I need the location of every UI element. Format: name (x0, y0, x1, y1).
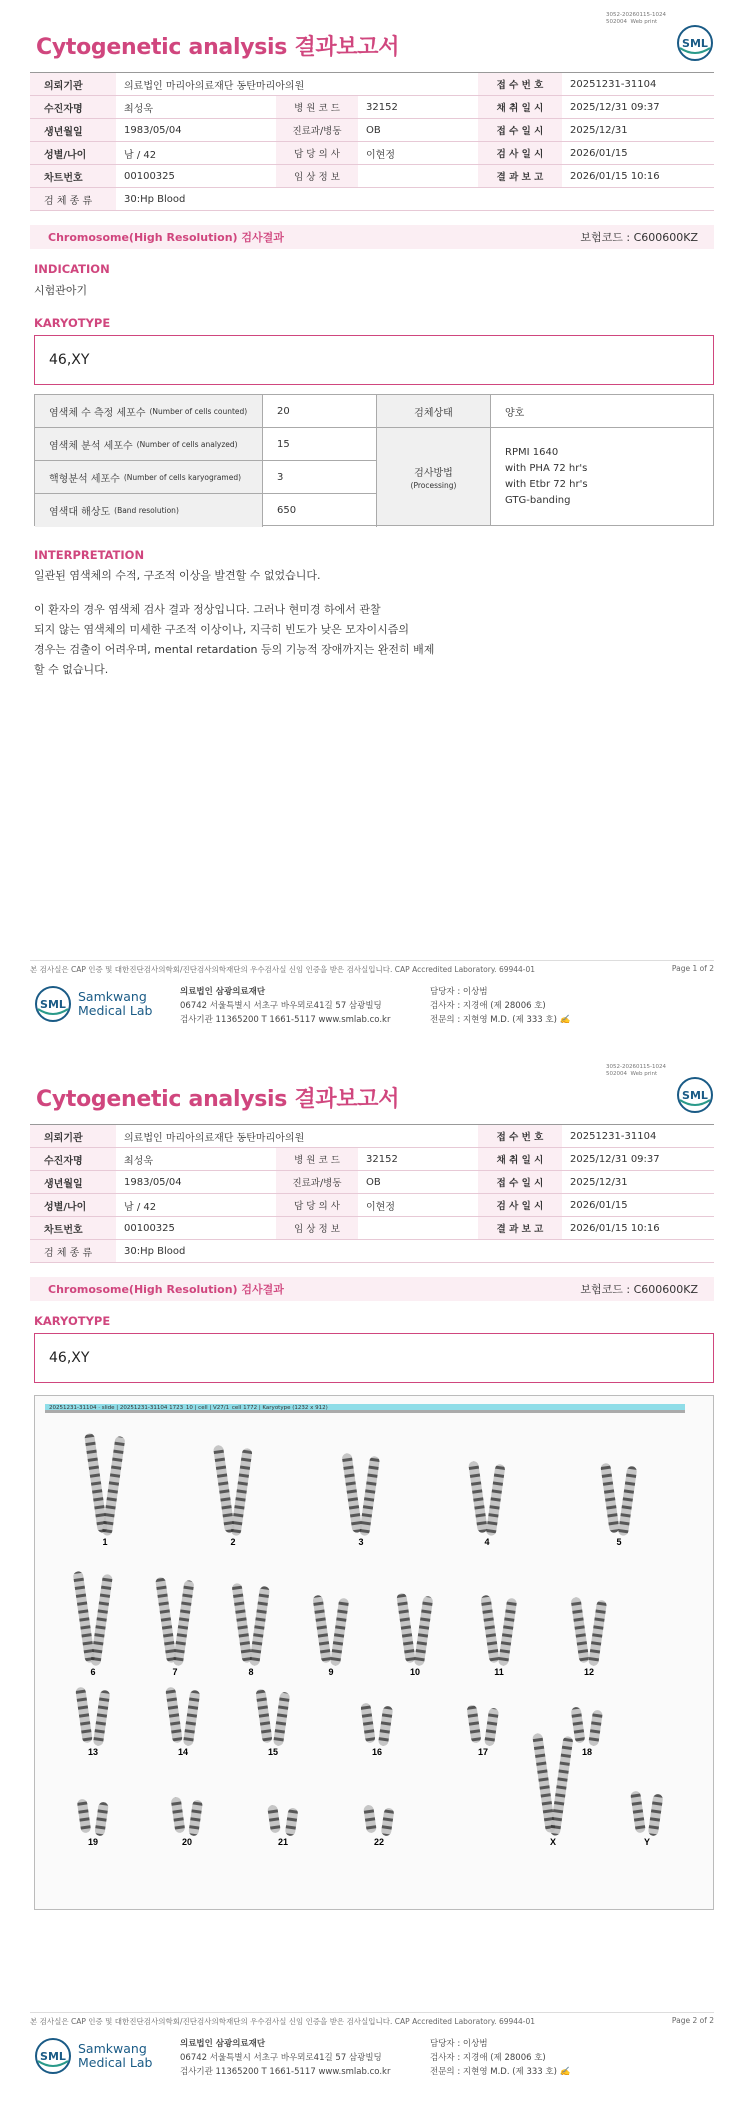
chromosome-label-22: 22 (373, 1837, 385, 1847)
chromosome (90, 1574, 113, 1666)
chromosome (249, 1586, 270, 1667)
chromosome (213, 1445, 235, 1534)
karyogram-image (34, 1395, 714, 1910)
chromosome-label-6: 6 (90, 1667, 96, 1677)
chromosome-pair-2 (213, 1445, 253, 1547)
interpretation-line: 일관된 염색체의 수적, 구조적 이상을 발견할 수 없었습니다. (34, 569, 321, 582)
chromosome (498, 1598, 517, 1667)
interpretation-paragraph: 이 환자의 경우 염색체 검사 결과 정상입니다. 그러나 현미경 하에서 관찰 되지 않는 염색체의 미세한 구조적 이상이나, 지극히 빈도가 낮은 모자이시즘의 경우는 검출이 어려우며, mental retardation 등의 기능적 장애까지는 완전히 배제 할 수 없습니다. (34, 603, 435, 676)
chromosome-pair-19 (77, 1798, 109, 1847)
chromosome-pair-3 (341, 1453, 380, 1547)
chromosome-pair-18 (571, 1706, 603, 1757)
chromosome (618, 1466, 638, 1537)
sml-logo-icon (676, 24, 714, 62)
karyogram-chromosomes (35, 1410, 713, 1910)
interpretation-heading: INTERPRETATION (34, 548, 145, 562)
footer-cert: 본 검사실은 CAP 인증 및 대한진단검사의학회/진단검사의학재단의 우수검사실 신임 인증을 받은 검사실입니다. CAP Accredited Laboratory. 69944-01 Page 1 of 2 (30, 960, 714, 975)
chromosome-label-2: 2 (230, 1537, 236, 1547)
chromosome (480, 1595, 499, 1664)
chromosome-pair-22 (363, 1804, 394, 1847)
chromosome-label-16: 16 (371, 1747, 383, 1757)
report-title: Cytogenetic analysis 결과보고서 (36, 1087, 400, 1112)
karyogram-header: 20251231-31104 · slide | 20251231-31104 1723_10 | cell | V27/1_cell 1772 | Karyotype (1232 x 912) (45, 1404, 685, 1413)
chromosome (359, 1456, 380, 1537)
lab-address: 의료법인 삼광의료재단 06742 서울특별시 서초구 바우뫼로41길 57 삼광빌딩 검사기관 11365200 T 1661-5117 www.smlab.co.kr (180, 2039, 391, 2077)
chromosome (396, 1593, 416, 1664)
karyotype-heading: KARYOTYPE (34, 1314, 111, 1328)
svg-text:SML: SML (40, 998, 66, 1011)
print-code: 3052-20260115-1024 502004 Web print (606, 1064, 666, 1077)
chromosome-pair-14 (165, 1687, 200, 1757)
chromosome-label-3: 3 (358, 1537, 364, 1547)
report-title: Cytogenetic analysis 결과보고서 (36, 35, 400, 60)
chromosome-label-12: 12 (583, 1667, 595, 1677)
chromosome (267, 1804, 281, 1833)
chromosome (414, 1596, 434, 1667)
chromosome-pair-15 (255, 1689, 290, 1757)
chromosome (171, 1796, 186, 1833)
karyotype-result: 46,XY (34, 1333, 714, 1383)
chromosome-label-15: 15 (267, 1747, 279, 1757)
svg-text:SML: SML (682, 37, 708, 50)
cell-analysis-table: 염색체 수 측정 세포수 (Number of cells counted) 20 염색체 분석 세포수 (Number of cells analyzed) 15 핵형분석 세포수 (Number of cells karyogramed) 3 염색대 해상도 (Band resolution) 650 검체상태 양호 검사방법 (Processing) RPMI 1640 with PHA 72 hr's with Etbr 72 hr's GTG-banding (34, 394, 714, 526)
chromosome-label-1: 1 (102, 1537, 108, 1547)
samkwang-logo: SML Samkwang Medical Lab (34, 985, 152, 1023)
chromosome (73, 1571, 96, 1663)
svg-text:SML: SML (682, 1089, 708, 1102)
chromosome-pair-11 (480, 1595, 517, 1677)
chromosome-pair-7 (155, 1577, 194, 1677)
result-header-bar: Chromosome(High Resolution) 검사결과 보험코드 : C600600KZ (30, 225, 714, 249)
chromosome-pair-21 (267, 1804, 298, 1847)
chromosome (183, 1690, 201, 1747)
chromosome (600, 1463, 620, 1534)
chromosome-label-13: 13 (87, 1747, 99, 1757)
chromosome (466, 1704, 481, 1743)
chromosome-pair-17 (466, 1704, 499, 1757)
chromosome-pair-6 (73, 1571, 113, 1677)
chromosome (588, 1709, 603, 1746)
chromosome (330, 1598, 349, 1667)
sml-footer-logo-icon (34, 985, 72, 1023)
lab-address: 의료법인 삼광의료재단 06742 서울특별시 서초구 바우뫼로41길 57 삼광빌딩 검사기관 11365200 T 1661-5117 www.smlab.co.kr (180, 987, 391, 1025)
patient-info-table: 의뢰기관 의료법인 마리아의료재단 동탄마리아의원 접 수 번 호 20251231-31104 수진자명 최성욱 병 원 코 드 32152 채 취 일 시 2025/12/31 09:37 생년월일 1983/05/04 진료과/병동 OB 접 수 일 시 2025/12/31 성별/나이 남 / 42 담 당 의 사 이현정 검 사 일 시 2026/01/15 차트번호 00100325 임 상 정 보 결 과 보 고 2026/01/15 10:16 검 체 종 류 30:Hp Blood (30, 72, 714, 211)
chromosome-pair-5 (600, 1463, 637, 1547)
chromosome (484, 1707, 499, 1746)
chromosome (231, 1448, 253, 1537)
samkwang-logo: SML Samkwang Medical Lab (34, 2037, 152, 2075)
chromosome (285, 1807, 299, 1836)
institution-value: 의료법인 마리아의료재단 동탄마리아의원 (124, 80, 305, 92)
lab-staff: 담당자 : 이상범 검사자 : 지경애 (제 28006 호) 전문의 : 지현영 M.D. (제 333 호) ✍ (430, 2039, 571, 2077)
chromosome-label-Y: Y (643, 1837, 651, 1847)
karyotype-heading: KARYOTYPE (34, 316, 111, 330)
chromosome-pair-8 (231, 1583, 270, 1677)
chromosome-pair-9 (312, 1595, 349, 1677)
chromosome (188, 1799, 203, 1836)
processing-method: RPMI 1640 with PHA 72 hr's with Etbr 72 hr's GTG-banding (505, 446, 588, 506)
sml-logo-icon (676, 1076, 714, 1114)
chromosome (231, 1583, 252, 1664)
chromosome (550, 1736, 574, 1836)
chromosome (255, 1689, 272, 1744)
chromosome-label-14: 14 (177, 1747, 189, 1757)
chromosome-pair-16 (360, 1702, 393, 1757)
chromosome (155, 1577, 177, 1664)
chromosome (360, 1702, 375, 1743)
chromosome-pair-4 (468, 1461, 506, 1547)
chromosome (341, 1453, 362, 1534)
chromosome (93, 1690, 111, 1747)
chromosome (363, 1804, 377, 1833)
chromosome (94, 1801, 109, 1836)
chromosome (165, 1687, 183, 1744)
chromosome (588, 1600, 607, 1667)
chromosome-pair-20 (171, 1796, 203, 1847)
chromosome-label-19: 19 (87, 1837, 99, 1847)
chromosome-label-10: 10 (409, 1667, 421, 1677)
chromosome (648, 1793, 664, 1836)
chromosome-label-4: 4 (484, 1537, 490, 1547)
chromosome-label-7: 7 (172, 1667, 178, 1677)
chromosome (312, 1595, 331, 1664)
chromosome (486, 1464, 506, 1537)
karyotype-result: 46,XY (34, 335, 714, 385)
chromosome (571, 1706, 586, 1743)
chromosome (77, 1798, 92, 1833)
chromosome-label-17: 17 (477, 1747, 489, 1757)
chromosome-label-9: 9 (328, 1667, 334, 1677)
chromosome-pair-10 (396, 1593, 433, 1677)
chromosome-pair-13 (75, 1687, 110, 1757)
chromosome (381, 1807, 395, 1836)
chromosome-label-21: 21 (277, 1837, 289, 1847)
chromosome (173, 1580, 195, 1667)
svg-text:SML: SML (40, 2050, 66, 2063)
chromosome-pair-Y (630, 1791, 663, 1847)
chromosome-label-11: 11 (494, 1667, 504, 1677)
chromosome-label-X: X (549, 1837, 557, 1847)
chromosome-label-18: 18 (581, 1747, 593, 1757)
print-code: 3052-20260115-1024 502004 Web print (606, 12, 666, 25)
chromosome (378, 1705, 393, 1746)
chromosome (273, 1692, 290, 1747)
patient-name-value: 최성욱 (124, 103, 153, 115)
receipt-no-value: 20251231-31104 (570, 78, 657, 90)
footer-cert: 본 검사실은 CAP 인증 및 대한진단검사의학회/진단검사의학재단의 우수검사실 신임 인증을 받은 검사실입니다. CAP Accredited Laboratory. 69944-01 Page 2 of 2 (30, 2012, 714, 2027)
indication-heading: INDICATION (34, 262, 110, 276)
chromosome (75, 1687, 93, 1744)
result-header-bar: Chromosome(High Resolution) 검사결과 보험코드 : C600600KZ (30, 1277, 714, 1301)
chromosome-pair-1 (84, 1433, 125, 1547)
patient-info-table: 의뢰기관 의료법인 마리아의료재단 동탄마리아의원 접 수 번 호 20251231-31104 수진자명 최성욱 병 원 코 드 32152 채 취 일 시 2025/12/31 09:37 생년월일 1983/05/04 진료과/병동 OB 접 수 일 시 2025/12/31 성별/나이 남 / 42 담 당 의 사 이현정 검 사 일 시 2026/01/15 차트번호 00100325 임 상 정 보 결 과 보 고 2026/01/15 10:16 검 체 종 류 30:Hp Blood (30, 1124, 714, 1263)
chromosome-label-5: 5 (616, 1537, 622, 1547)
sml-footer-logo-icon (34, 2037, 72, 2075)
chromosome-label-8: 8 (248, 1667, 254, 1677)
chromosome-pair-12 (570, 1597, 607, 1677)
chromosome (630, 1791, 646, 1834)
chromosome (468, 1461, 488, 1534)
chromosome-label-20: 20 (181, 1837, 193, 1847)
chromosome (570, 1597, 589, 1664)
chromosome (102, 1436, 126, 1536)
chromosome-pair-X (532, 1733, 573, 1847)
lab-staff: 담당자 : 이상범 검사자 : 지경애 (제 28006 호) 전문의 : 지현영 M.D. (제 333 호) ✍ (430, 987, 571, 1025)
indication-text: 시험관아기 (34, 284, 88, 297)
